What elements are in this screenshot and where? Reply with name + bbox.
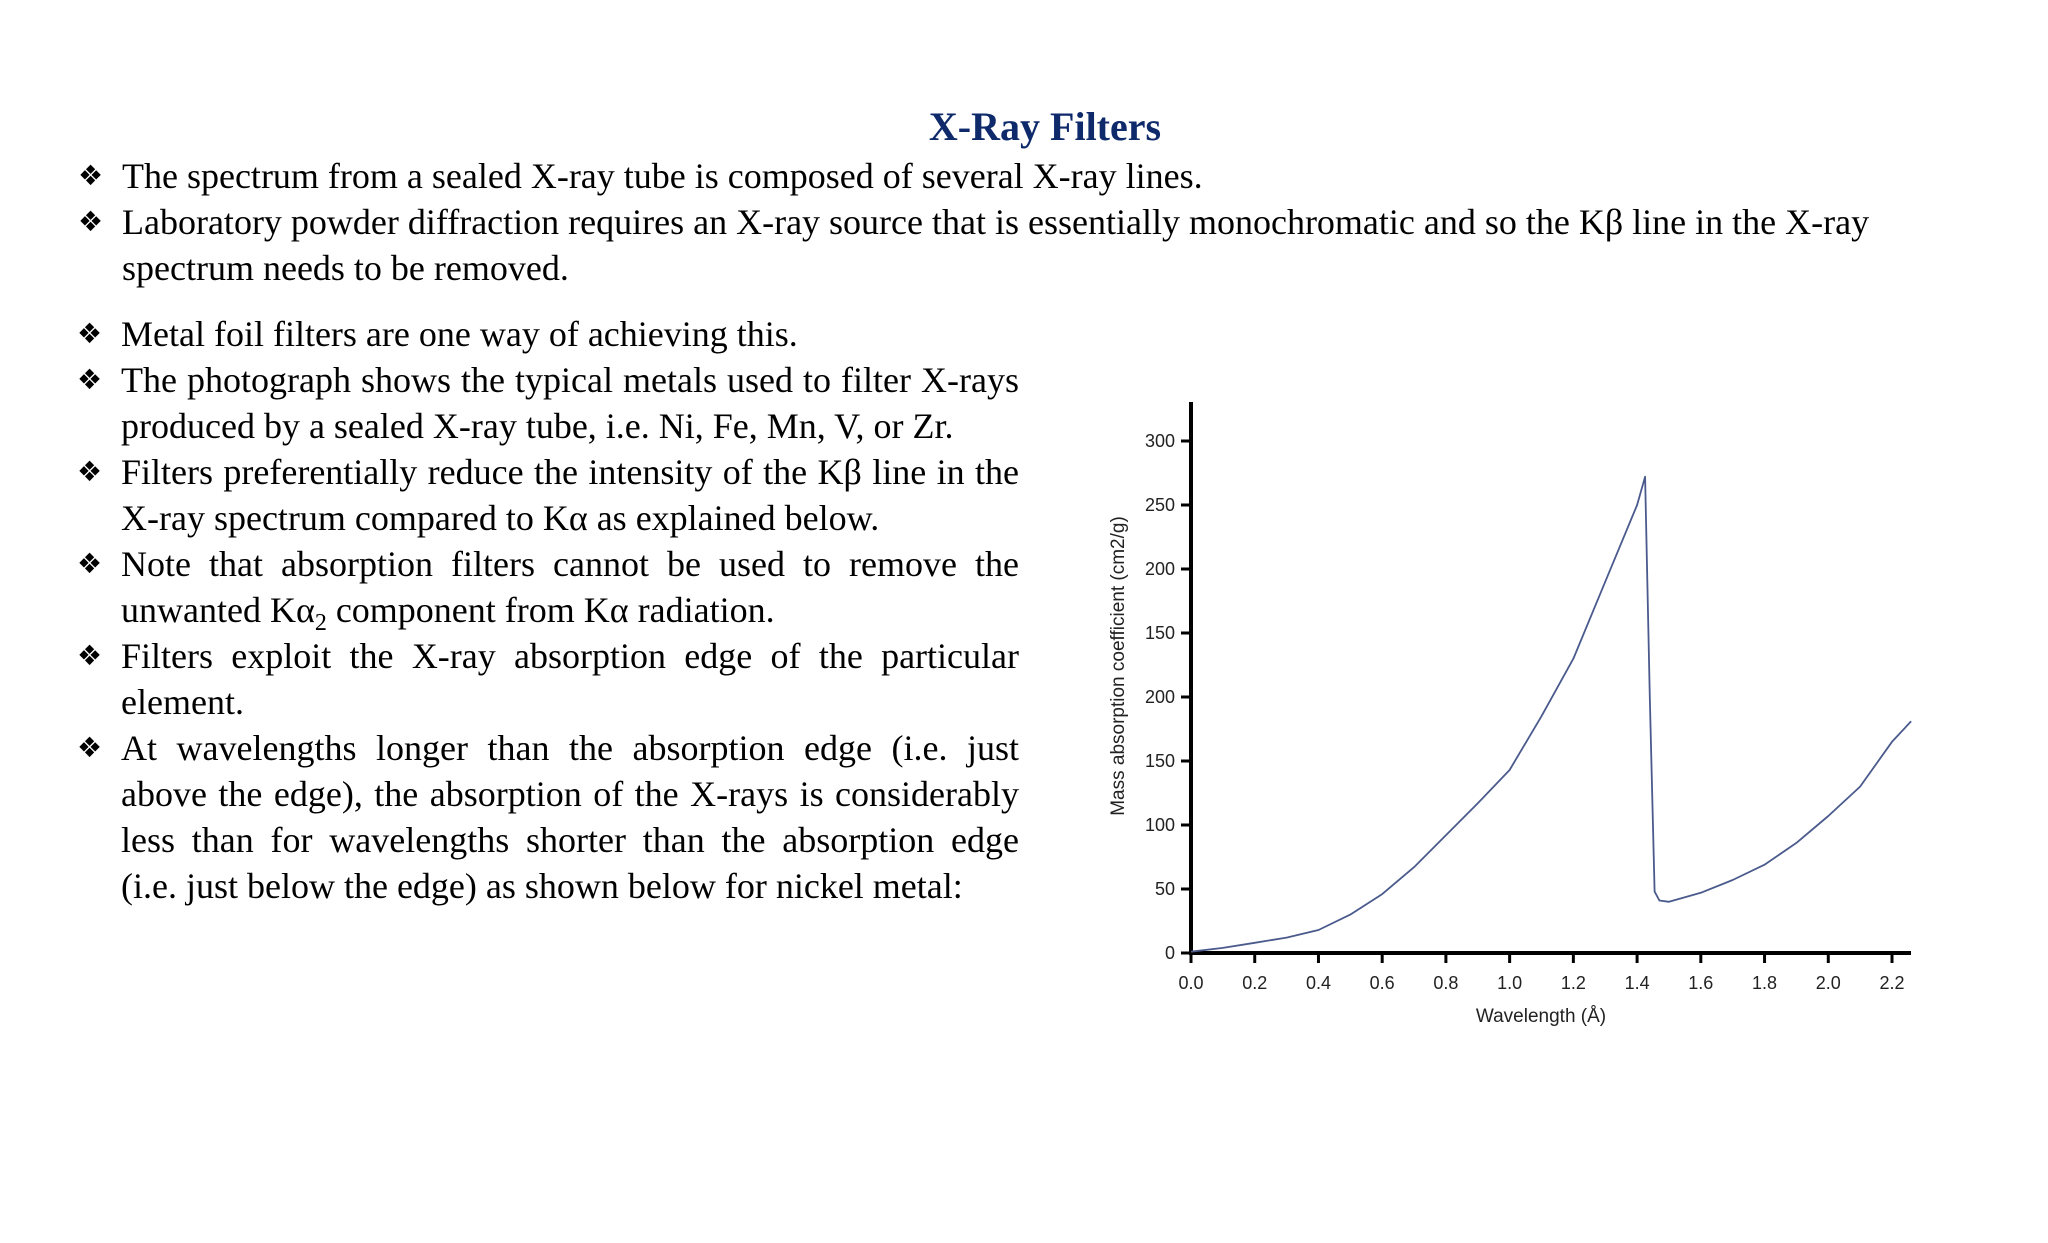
four-diamond-bullet-icon: ❖	[77, 639, 103, 672]
y-axis-label: Mass absorption coefficient (cm2/g)	[1108, 516, 1129, 816]
bullet-text-part: component from Kα radiation.	[326, 590, 775, 630]
x-tick-label: 1.8	[1752, 973, 1778, 993]
y-tick-label: 250	[1144, 495, 1175, 515]
y-tick-label: 100	[1144, 815, 1175, 835]
bullet-text: Laboratory powder diffraction requires an X-ray source that is essentially monochromatic and so the Kβ line in the X-ray spectrum needs to be removed.	[122, 202, 1870, 288]
x-tick-label: 2.2	[1879, 973, 1905, 993]
x-axis-label: Wavelength (Å)	[1475, 1006, 1607, 1027]
subscript: 2	[314, 610, 327, 637]
x-tick-label: 1.4	[1624, 973, 1650, 993]
x-tick-label: 1.2	[1560, 973, 1586, 993]
x-tick-label: 0.0	[1178, 973, 1204, 993]
x-tick-label: 0.8	[1433, 973, 1459, 993]
bullet-text-part: Note that absorption filters cannot be used to remove the unwanted Kα	[121, 544, 1019, 630]
data-line-nickel	[1191, 477, 1911, 952]
x-tick-label: 1.0	[1497, 973, 1523, 993]
four-diamond-bullet-icon: ❖	[77, 363, 103, 396]
slide-title: X-Ray Filters	[928, 104, 1162, 149]
x-tick-label: 0.2	[1242, 973, 1268, 993]
four-diamond-bullet-icon: ❖	[77, 455, 103, 488]
y-tick-label: 200	[1144, 559, 1175, 579]
y-tick-label: 300	[1144, 431, 1175, 451]
x-tick-label: 0.4	[1305, 973, 1331, 993]
four-diamond-bullet-icon: ❖	[77, 731, 103, 764]
four-diamond-bullet-icon: ❖	[77, 317, 103, 350]
four-diamond-bullet-icon: ❖	[77, 547, 103, 580]
four-diamond-bullet-icon: ❖	[78, 159, 104, 192]
x-tick-label: 0.6	[1369, 973, 1395, 993]
bullet-text: At wavelengths longer than the absorption edge (i.e. just above the edge), the absorption of the X-rays is considerably less than for wavelengths shorter than the absorption edge (i.e. just below the edge) as shown below for nickel metal:	[121, 728, 1019, 906]
bullet-text: The spectrum from a sealed X-ray tube is composed of several X-ray lines.	[122, 156, 1203, 196]
y-tick-label: 0	[1164, 943, 1175, 963]
y-tick-label: 150	[1144, 751, 1175, 771]
x-tick-label: 2.0	[1815, 973, 1841, 993]
four-diamond-bullet-icon: ❖	[78, 205, 104, 238]
bullet-text: Filters exploit the X-ray absorption edge of the particular element.	[121, 636, 1019, 722]
bullet-text: Filters preferentially reduce the intensity of the Kβ line in the X-ray spectrum compared to Kα as explained below.	[121, 452, 1019, 538]
y-tick-label: 150	[1144, 623, 1175, 643]
x-tick-label: 1.6	[1688, 973, 1714, 993]
bullet-text: The photograph shows the typical metals used to filter X-rays produced by a sealed X-ray tube, i.e. Ni, Fe, Mn, V, or Zr.	[121, 360, 1019, 446]
bullet-text: Metal foil filters are one way of achieving this.	[121, 314, 798, 354]
y-tick-label: 50	[1154, 879, 1175, 899]
y-tick-label: 200	[1144, 687, 1175, 707]
